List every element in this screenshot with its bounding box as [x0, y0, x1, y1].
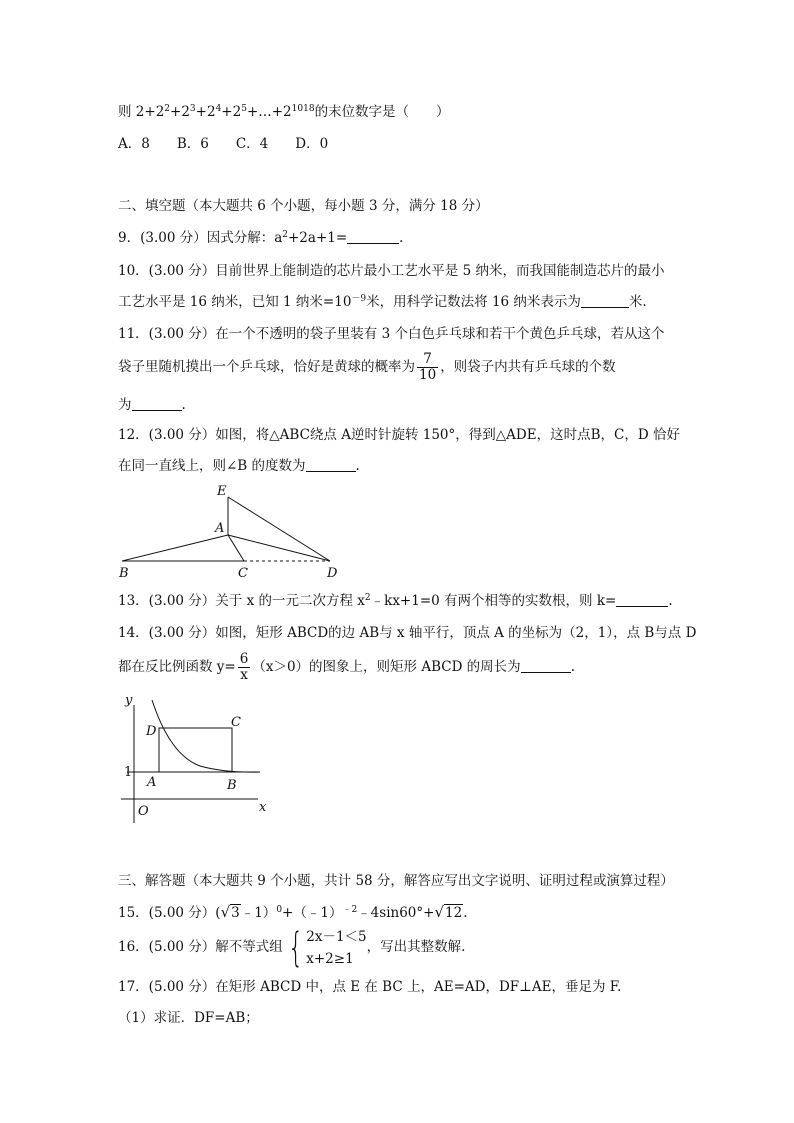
- q8-exp: 2: [164, 104, 171, 114]
- q15-exp: 0: [276, 905, 283, 915]
- q16: [118, 923, 465, 971]
- q8-text: 的末位数字是（ ）: [314, 104, 450, 120]
- q15-text: +（﹣1）: [282, 905, 343, 921]
- inequality-row: 2x－1＜5: [306, 928, 367, 945]
- q15-text: ﹣4sin60°+: [357, 905, 435, 921]
- q8-options: A．8 B．6 C．4 D．0: [118, 136, 329, 152]
- q8-text: +2: [221, 104, 242, 120]
- q15-text: .: [463, 905, 468, 921]
- q13-text: ﹣kx+1=0 有两个相等的实数根，则 k=: [370, 593, 617, 609]
- fraction-numerator: 6: [239, 651, 249, 667]
- q9-text: .: [399, 230, 404, 246]
- section2-heading: 二、填空题（本大题共 6 个小题，每小题 3 分，满分 18 分）: [118, 198, 489, 214]
- q15-text: 15．(5.00 分）(: [118, 905, 221, 921]
- q8-exp: 5: [241, 104, 247, 114]
- q15-text: ﹣1）: [240, 905, 277, 921]
- label-A: A: [147, 775, 157, 790]
- q12-line1: 12．(3.00 分）如图，将△ABC绕点 A逆时针旋转 150°，得到△ADE，这时点B，C，D 恰好: [118, 427, 680, 443]
- q9-exp: 2: [282, 230, 288, 240]
- q8-text: +2: [170, 104, 190, 120]
- inequality-row: x+2≥1: [306, 950, 354, 967]
- q13-text: .: [668, 593, 673, 609]
- q10-text: 工艺水平是 16 纳米，已知 1 纳米=10: [118, 294, 352, 310]
- q14-line1: 14．(3.00 分）如图，矩形 ABCD的边 AB与 x 轴平行，顶点 A 的坐标为（2，1），点 B与点 D: [118, 625, 697, 641]
- q8-text: 则 2+2: [118, 104, 165, 120]
- hyperbola-curve: [152, 700, 260, 772]
- q8-text: +2: [195, 104, 216, 120]
- q14-text: .: [570, 659, 575, 675]
- q11-text: .: [181, 397, 186, 413]
- q14-text: 都在反比例函数 y=: [118, 659, 236, 675]
- q8-exp: 1018: [291, 104, 315, 114]
- q15-exp: ﹣2: [342, 905, 358, 915]
- fraction-denominator: x: [240, 667, 248, 683]
- q9-text: +2a+1=: [288, 230, 348, 246]
- q17-line2: （1）求证．DF=AB；: [118, 1010, 259, 1026]
- label-y: y: [125, 693, 133, 708]
- q14-text: （x＞0）的图象上，则矩形 ABCD 的周长为: [252, 659, 521, 675]
- q9-text: 9．(3.00 分）因式分解：a: [118, 230, 283, 246]
- label-C: C: [238, 566, 248, 581]
- q13-text: 13．(3.00 分）关于 x 的一元二次方程 x: [118, 593, 365, 609]
- sqrt-radicand: 3: [231, 905, 240, 921]
- inequality-system: [283, 926, 367, 970]
- q10-text: 米.: [628, 294, 647, 310]
- brace-icon: {: [287, 924, 304, 971]
- q11-text: 为: [118, 397, 132, 413]
- fraction-denominator: 10: [419, 367, 437, 383]
- label-A: A: [215, 521, 225, 536]
- rectangle-ABCD: [159, 728, 232, 772]
- q11-line1: 11．(3.00 分）在一个不透明的袋子里装有 3 个白色乒乓球和若干个黄色乒乓球，若从这个: [118, 326, 665, 342]
- q12-text: 在同一直线上，则∠B 的度数为: [118, 458, 306, 474]
- label-x: x: [259, 800, 267, 815]
- q16-text: ，写出其整数解.: [366, 939, 466, 955]
- label-O: O: [138, 804, 149, 819]
- q8-exp: 4: [215, 104, 222, 114]
- sqrt-symbol: √: [220, 903, 231, 921]
- label-B: B: [119, 566, 129, 581]
- q12-text: .: [355, 458, 360, 474]
- q15: [118, 902, 468, 923]
- q10-line1: 10．(3.00 分）目前世界上能制造的芯片最小工艺水平是 5 纳米，而我国能制造芯片的最小: [118, 263, 665, 279]
- label-E: E: [217, 484, 227, 499]
- q13-exp: 2: [364, 593, 371, 603]
- q10-exp: －9: [351, 294, 367, 304]
- label-D: D: [146, 724, 157, 739]
- section3-heading: 三、解答题（本大题共 9 个小题，共计 58 分，解答应写出文字说明、证明过程或演算过程）: [118, 873, 674, 889]
- fraction-numerator: 7: [423, 351, 432, 367]
- q17-line1: 17．(5.00 分）在矩形 ABCD 中，点 E 在 BC 上，AE=AD，DF⊥AE，垂足为 F.: [118, 979, 622, 995]
- label-C: C: [231, 715, 241, 730]
- q11-text: 袋子里随机摸出一个乒乓球，恰好是黄球的概率为: [118, 359, 415, 375]
- q11-text: ，则袋子内共有乒乓球的个数: [440, 359, 616, 375]
- label-B: B: [227, 778, 237, 793]
- q10-text: 米，用科学记数法将 16 纳米表示为: [366, 294, 581, 310]
- sqrt-radicand: 12: [445, 905, 463, 921]
- q8-exp: 3: [189, 104, 196, 114]
- label-D: D: [327, 566, 338, 581]
- q8-text: +…+2: [246, 104, 292, 120]
- q16-text: 16．(5.00 分）解不等式组: [118, 939, 283, 955]
- label-one: 1: [124, 765, 133, 780]
- sqrt-symbol: √: [434, 903, 445, 921]
